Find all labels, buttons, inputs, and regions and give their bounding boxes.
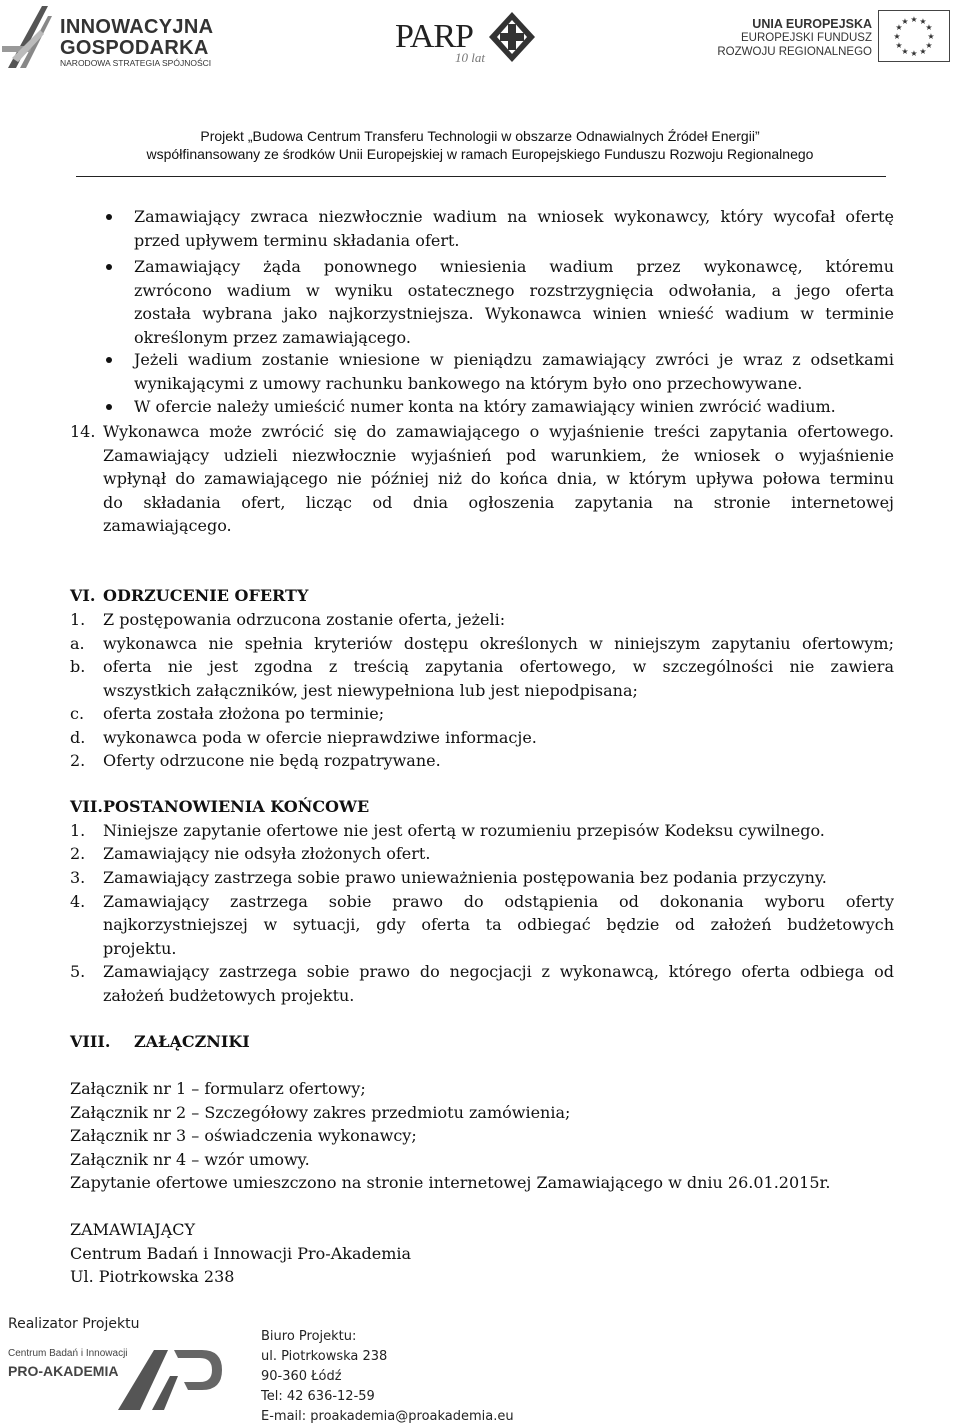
pro-akademia-emblem-icon <box>118 1346 226 1412</box>
section-8-number: VIII. <box>70 1032 111 1051</box>
svg-text:★: ★ <box>901 47 909 56</box>
s7-item-label: 4. <box>70 892 86 911</box>
item-14-line5: zamawiającego. <box>103 516 232 535</box>
s6-item-b-line2: wszystkich załączników, jest niewypełniona lub jest niepodpisana; <box>103 681 638 700</box>
section-7-title: POSTANOWIENIA KOŃCOWE <box>103 797 370 816</box>
attachment-2: Załącznik nr 2 – Szczegółowy zakres przedmiotu zamówienia; <box>70 1103 571 1122</box>
s7-item-5-line1: Zamawiający zastrzega sobie prawo do negocjacji z wykonawcą, którego oferta odbiega od <box>103 962 894 981</box>
pro-akademia-logo-line1: Centrum Badań i Innowacji <box>8 1348 128 1359</box>
svg-text:★: ★ <box>895 23 903 32</box>
s7-item-5-line2: założeń budżetowych projektu. <box>103 986 355 1005</box>
eu-logo <box>717 8 960 72</box>
svg-text:★: ★ <box>910 49 918 58</box>
footer-realizator: Realizator Projektu <box>8 1316 140 1332</box>
s6-item-label: b. <box>70 657 86 676</box>
project-title-line2: współfinansowany ze środków Unii Europejskiej w ramach Europejskiego Funduszu Rozwoju Regionalnego <box>146 146 814 162</box>
eu-logo-line1: UNIA EUROPEJSKA <box>752 17 872 31</box>
svg-text:★: ★ <box>895 41 903 50</box>
s6-item-label: 1. <box>70 610 86 629</box>
project-title-line1: Projekt „Budowa Centrum Transferu Technologii w obszarze Odnawialnych Źródeł Energii” <box>200 128 760 144</box>
attachment-4: Załącznik nr 4 – wzór umowy. <box>70 1150 310 1169</box>
item-14-line3: wpłynął do zamawiającego nie później niż do końca dnia, w którym upływa połowa terminu <box>103 469 894 488</box>
bullet-2-line3: została wybrana jako najkorzystniejsza. Wykonawca winien wnieść wadium w terminie <box>134 304 894 323</box>
bullet-2-line1: Zamawiający żąda ponownego wniesienia wadium przez wykonawcę, któremu <box>134 257 894 276</box>
bullet-3-line1: Jeżeli wadium zostanie wniesione w pieniądzu zamawiający zwróci je wraz z odsetkami <box>134 350 894 369</box>
bullet-dot <box>106 264 112 270</box>
eu-logo-line3: ROZWOJU REGIONALNEGO <box>717 46 872 58</box>
attachment-1: Załącznik nr 1 – formularz ofertowy; <box>70 1079 366 1098</box>
bullet-3-line2: wynikającymi z umowy rachunku bankowego na którym było ono przechowywane. <box>134 374 803 393</box>
svg-text:★: ★ <box>919 47 927 56</box>
bullet-1-line2: przed upływem terminu składania ofert. <box>134 231 460 250</box>
bullet-dot <box>106 214 112 220</box>
s7-item-label: 2. <box>70 844 86 863</box>
item-14-line2: Zamawiający udzieli niezwłocznie wyjaśnień pod warunkiem, że wniosek o wyjaśnienie <box>103 446 894 465</box>
footer-phone: Tel: 42 636-12-59 <box>261 1389 375 1404</box>
s6-item-b-line1: oferta nie jest zgodna z treścią zapytania ofertowego, w szczególności nie zawiera <box>103 657 894 676</box>
s7-item-4-line3: projektu. <box>103 939 177 958</box>
s6-item-label: d. <box>70 728 86 747</box>
footer-email[interactable]: E-mail: proakademia@proakademia.eu <box>261 1409 514 1424</box>
svg-text:★: ★ <box>910 15 918 24</box>
ig-logo-line2: GOSPODARKA <box>60 37 209 59</box>
pro-akademia-logo <box>6 1346 226 1414</box>
s6-item-c-line1: oferta została złożona po terminie; <box>103 704 385 723</box>
svg-text:★: ★ <box>927 32 935 41</box>
section-7-number: VII. <box>70 797 103 816</box>
s6-item-d-line1: wykonawca poda w ofercie nieprawdziwe informacje. <box>103 728 537 747</box>
s7-item-label: 1. <box>70 821 86 840</box>
parp-logo-name: PARP <box>395 18 473 55</box>
footer-city: 90-360 Łódź <box>261 1369 342 1384</box>
section-6-title: ODRZUCENIE OFERTY <box>103 586 309 605</box>
item-14-line1: Wykonawca może zwrócić się do zamawiającego o wyjaśnienie treści zapytania ofertowego. <box>103 422 894 441</box>
parp-logo <box>395 10 545 72</box>
parp-logo-sub: 10 lat <box>455 50 485 65</box>
item-14-number: 14. <box>70 422 96 441</box>
s7-item-2-line1: Zamawiający nie odsyła złożonych ofert. <box>103 844 431 863</box>
s7-item-3-line1: Zamawiający zastrzega sobie prawo unieważnienia postępowania bez podania przyczyny. <box>103 868 827 887</box>
svg-text:★: ★ <box>919 17 927 26</box>
bullet-1-line1: Zamawiający zwraca niezwłocznie wadium na wniosek wykonawcy, który wycofał ofertę <box>134 207 894 226</box>
s6-item-label: c. <box>70 704 85 723</box>
svg-text:★: ★ <box>901 17 909 26</box>
signature-line3: Ul. Piotrkowska 238 <box>70 1267 235 1286</box>
eu-flag-icon <box>878 10 950 62</box>
s7-item-label: 5. <box>70 962 86 981</box>
signature-line2: Centrum Badań i Innowacji Pro-Akademia <box>70 1244 412 1263</box>
eu-logo-line2: EUROPEJSKI FUNDUSZ <box>741 32 872 44</box>
ig-logo-line1: INNOWACYJNA <box>60 16 214 38</box>
header-divider <box>76 176 886 177</box>
pro-akademia-logo-line2: PRO-AKADEMIA <box>8 1363 119 1379</box>
bullet-dot <box>106 404 112 410</box>
s7-item-4-line2: najkorzystniejszej w sytuacji, gdy oferta ta odbiegać będzie od założeń budżetowych <box>103 915 894 934</box>
signature-line1: ZAMAWIAJĄCY <box>70 1220 196 1239</box>
posted-note: Zapytanie ofertowe umieszczono na stronie internetowej Zamawiającego w dniu 26.01.2015r. <box>70 1173 831 1192</box>
footer-office-label: Biuro Projektu: <box>261 1329 357 1344</box>
bullet-dot <box>106 357 112 363</box>
svg-text:★: ★ <box>925 23 933 32</box>
parp-emblem-icon <box>489 12 535 62</box>
section-6-number: VI. <box>70 586 96 605</box>
s7-item-1-line1: Niniejsze zapytanie ofertowe nie jest ofertą w rozumieniu przepisów Kodeksu cywilnego. <box>103 821 825 840</box>
bullet-4-line1: W ofercie należy umieścić numer konta na który zamawiający winien zwrócić wadium. <box>134 397 836 416</box>
attachment-3: Załącznik nr 3 – oświadczenia wykonawcy; <box>70 1126 417 1145</box>
bullet-2-line4: określonym przez zamawiającego. <box>134 328 411 347</box>
ig-logo-line3: NARODOWA STRATEGIA SPÓJNOŚCI <box>60 58 212 68</box>
s6-item-2-line1: Oferty odrzucone nie będą rozpatrywane. <box>103 751 441 770</box>
footer-street: ul. Piotrkowska 238 <box>261 1349 388 1364</box>
ig-emblem-icon <box>2 6 56 72</box>
innowacyjna-gospodarka-logo <box>2 2 212 72</box>
s6-item-1-line1: Z postępowania odrzucona zostanie oferta, jeżeli: <box>103 610 506 629</box>
svg-text:★: ★ <box>893 32 901 41</box>
s7-item-label: 3. <box>70 868 86 887</box>
item-14-line4: do składania ofert, licząc od dnia ogłoszenia zapytania na stronie internetowej <box>103 493 894 512</box>
s6-item-a-line1: wykonawca nie spełnia kryteriów dostępu określonych w niniejszym zapytaniu ofertowym; <box>103 634 894 653</box>
svg-text:★: ★ <box>925 41 933 50</box>
s7-item-4-line1: Zamawiający zastrzega sobie prawo do odstąpienia od dokonania wyboru oferty <box>103 892 894 911</box>
s6-item-label: 2. <box>70 751 86 770</box>
section-8-title: ZAŁĄCZNIKI <box>134 1032 250 1051</box>
s6-item-label: a. <box>70 634 85 653</box>
bullet-2-line2: zwrócono wadium w wyniku ostatecznego rozstrzygnięcia odwołania, a jego oferta <box>134 281 894 300</box>
